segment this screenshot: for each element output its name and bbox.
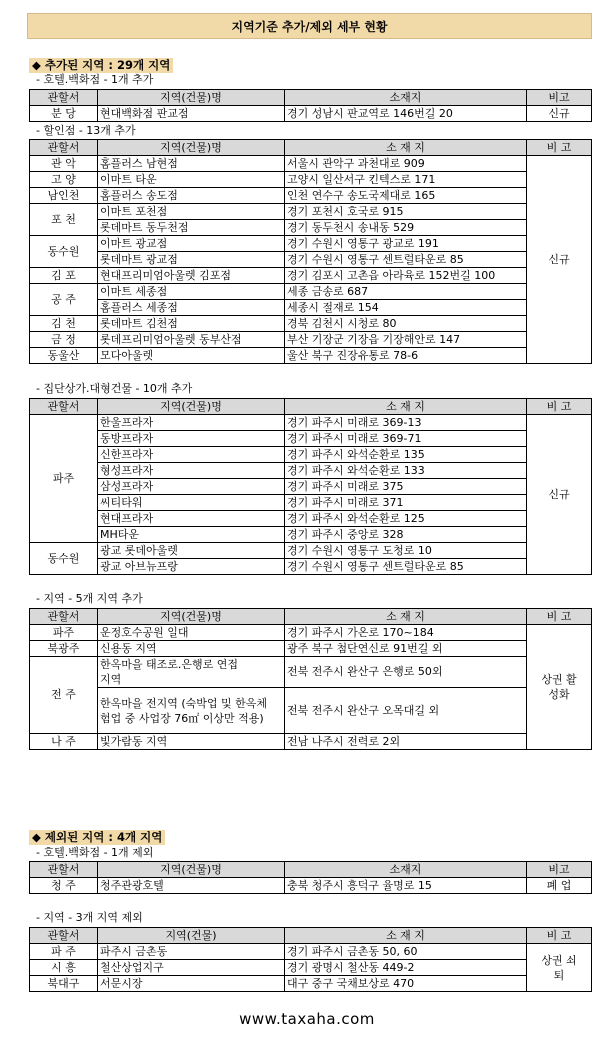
name-cell: 롯데마트 광교점 bbox=[98, 252, 285, 268]
address-cell: 경기 파주시 미래로 369-71 bbox=[285, 431, 527, 447]
name-cell: 빛가람동 지역 bbox=[98, 734, 285, 750]
table-row bbox=[30, 479, 592, 495]
name-cell: 형성프라자 bbox=[98, 463, 285, 479]
note-cell: 폐 업 bbox=[527, 878, 592, 894]
excluded-region-table bbox=[29, 927, 592, 992]
table-row bbox=[30, 734, 592, 750]
table-header-row bbox=[30, 140, 592, 156]
name-cell: 광교 롯데아울렛 bbox=[98, 543, 285, 559]
table-row bbox=[30, 511, 592, 527]
name-cell: 홈플러스 남현점 bbox=[98, 156, 285, 172]
added-complex-label: - 집단상가.대형건물 - 10개 추가 bbox=[36, 382, 193, 395]
added-discount-table bbox=[29, 139, 592, 364]
office-cell: 파 주 bbox=[30, 944, 98, 960]
name-cell: 롯데마트 동두천점 bbox=[98, 220, 285, 236]
name-cell: 이마트 포천점 bbox=[98, 204, 285, 220]
table-row bbox=[30, 527, 592, 543]
office-cell: 북광주 bbox=[30, 641, 98, 657]
table-row bbox=[30, 625, 592, 641]
name-cell: 홈플러스 세종점 bbox=[98, 300, 285, 316]
table-row bbox=[30, 976, 592, 992]
name-cell: 씨티타워 bbox=[98, 495, 285, 511]
excluded-hotel-table bbox=[29, 861, 592, 894]
col-address: 소 재 지 bbox=[285, 609, 527, 625]
table-row bbox=[30, 431, 592, 447]
table-row bbox=[30, 284, 592, 300]
name-cell: 운정호수공원 일대 bbox=[98, 625, 285, 641]
note-cell: 신규 bbox=[527, 415, 592, 575]
added-complex-table bbox=[29, 398, 592, 575]
office-cell: 고 양 bbox=[30, 172, 98, 188]
name-cell: 청주관광호텔 bbox=[98, 878, 285, 894]
table-row bbox=[30, 156, 592, 172]
address-cell: 경기 수원시 영통구 도청로 10 bbox=[285, 543, 527, 559]
col-name: 지역(건물)명 bbox=[98, 399, 285, 415]
office-cell: 포 천 bbox=[30, 204, 98, 236]
col-name: 지역(건물)명 bbox=[98, 140, 285, 156]
note-cell: 상권 활성화 bbox=[527, 625, 592, 750]
table-row bbox=[30, 348, 592, 364]
note-cell: 신규 bbox=[527, 156, 592, 364]
address-cell: 서울시 관악구 과천대로 909 bbox=[285, 156, 527, 172]
address-cell: 경기 파주시 미래로 369-13 bbox=[285, 415, 527, 431]
table-row bbox=[30, 332, 592, 348]
excluded-heading: ◆ 제외된 지역 : 4개 지역 bbox=[29, 830, 165, 845]
excluded-region-label: - 지역 - 3개 지역 제외 bbox=[36, 911, 143, 924]
col-address: 소재지 bbox=[285, 862, 527, 878]
address-cell: 경기 파주시 미래로 375 bbox=[285, 479, 527, 495]
table-header-row bbox=[30, 928, 592, 944]
address-cell: 경기 광명시 철산동 449-2 bbox=[285, 960, 527, 976]
address-cell: 경기 파주시 중앙로 328 bbox=[285, 527, 527, 543]
name-cell: 현대백화점 판교점 bbox=[98, 106, 285, 122]
office-cell: 파주 bbox=[30, 625, 98, 641]
name-cell: 삼성프라자 bbox=[98, 479, 285, 495]
added-hotel-label: - 호텔.백화점 - 1개 추가 bbox=[36, 73, 154, 86]
col-name: 지역(건물)명 bbox=[98, 862, 285, 878]
office-cell: 동울산 bbox=[30, 348, 98, 364]
table-row bbox=[30, 316, 592, 332]
office-cell: 관 악 bbox=[30, 156, 98, 172]
office-cell: 나 주 bbox=[30, 734, 98, 750]
col-note: 비 고 bbox=[527, 928, 592, 944]
table-row bbox=[30, 559, 592, 575]
added-discount-label: - 할인점 - 13개 추가 bbox=[36, 124, 136, 137]
address-cell: 세종시 절재로 154 bbox=[285, 300, 527, 316]
address-cell: 경기 파주시 금촌동 50, 60 bbox=[285, 944, 527, 960]
office-cell: 김 포 bbox=[30, 268, 98, 284]
table-row bbox=[30, 106, 592, 122]
address-cell: 경기 파주시 가온로 170~184 bbox=[285, 625, 527, 641]
table-row bbox=[30, 447, 592, 463]
table-row bbox=[30, 268, 592, 284]
name-cell: MH타운 bbox=[98, 527, 285, 543]
table-row bbox=[30, 300, 592, 316]
table-header-row bbox=[30, 609, 592, 625]
table-row bbox=[30, 252, 592, 268]
note-cell: 신규 bbox=[527, 106, 592, 122]
name-cell: 한옥마을 전지역 (숙박업 및 한옥체험업 중 사업장 76㎡ 이상만 적용) bbox=[98, 688, 285, 734]
table-row bbox=[30, 188, 592, 204]
col-note: 비 고 bbox=[527, 140, 592, 156]
address-cell: 울산 북구 진장유통로 78-6 bbox=[285, 348, 527, 364]
table-row bbox=[30, 543, 592, 559]
col-note: 비 고 bbox=[527, 609, 592, 625]
office-cell: 전 주 bbox=[30, 657, 98, 734]
name-cell: 한울프라자 bbox=[98, 415, 285, 431]
table-row bbox=[30, 236, 592, 252]
added-hotel-table bbox=[29, 89, 592, 122]
table-row bbox=[30, 495, 592, 511]
name-cell: 현대프라자 bbox=[98, 511, 285, 527]
name-cell: 신용동 지역 bbox=[98, 641, 285, 657]
col-office: 관할서 bbox=[30, 928, 98, 944]
footer-url: www.taxaha.com bbox=[239, 1010, 375, 1028]
col-address: 소 재 지 bbox=[285, 399, 527, 415]
name-cell: 신한프라자 bbox=[98, 447, 285, 463]
address-cell: 광주 북구 첨단연신로 91번길 외 bbox=[285, 641, 527, 657]
table-row bbox=[30, 641, 592, 657]
address-cell: 인천 연수구 송도국제대로 165 bbox=[285, 188, 527, 204]
address-cell: 경기 수원시 영통구 센트럴타운로 85 bbox=[285, 252, 527, 268]
address-cell: 경기 성남시 판교역로 146번길 20 bbox=[285, 106, 527, 122]
office-cell: 동수원 bbox=[30, 543, 98, 575]
office-cell: 시 흥 bbox=[30, 960, 98, 976]
table-row bbox=[30, 688, 592, 734]
added-heading: ◆ 추가된 지역 : 29개 지역 bbox=[29, 58, 173, 73]
table-row bbox=[30, 878, 592, 894]
office-cell: 청 주 bbox=[30, 878, 98, 894]
name-cell: 롯데마트 김천점 bbox=[98, 316, 285, 332]
table-header-row bbox=[30, 862, 592, 878]
address-cell: 충북 청주시 흥덕구 율명로 15 bbox=[285, 878, 527, 894]
address-cell: 경기 수원시 영통구 광교로 191 bbox=[285, 236, 527, 252]
name-cell: 서문시장 bbox=[98, 976, 285, 992]
col-note: 비고 bbox=[527, 862, 592, 878]
note-cell: 상권 쇠퇴 bbox=[527, 944, 592, 992]
col-name: 지역(건물) bbox=[98, 928, 285, 944]
office-cell: 북대구 bbox=[30, 976, 98, 992]
office-cell: 남인천 bbox=[30, 188, 98, 204]
office-cell: 분 당 bbox=[30, 106, 98, 122]
address-cell: 경기 파주시 와석순환로 125 bbox=[285, 511, 527, 527]
name-cell: 철산상업지구 bbox=[98, 960, 285, 976]
col-office: 관할서 bbox=[30, 609, 98, 625]
table-row bbox=[30, 172, 592, 188]
added-region-label: - 지역 - 5개 지역 추가 bbox=[36, 592, 143, 605]
name-cell: 동방프라자 bbox=[98, 431, 285, 447]
office-cell: 김 천 bbox=[30, 316, 98, 332]
col-name: 지역(건물)명 bbox=[98, 609, 285, 625]
col-office: 관할서 bbox=[30, 399, 98, 415]
table-row bbox=[30, 204, 592, 220]
table-header-row bbox=[30, 399, 592, 415]
table-row bbox=[30, 657, 592, 688]
col-note: 비 고 bbox=[527, 399, 592, 415]
table-row bbox=[30, 415, 592, 431]
name-cell: 파주시 금촌동 bbox=[98, 944, 285, 960]
address-cell: 전남 나주시 전력로 2외 bbox=[285, 734, 527, 750]
address-cell: 경기 김포시 고촌읍 아라육로 152번길 100 bbox=[285, 268, 527, 284]
name-cell: 한옥마을 태조로.은행로 연접지역 bbox=[98, 657, 285, 688]
address-cell: 전북 전주시 완산구 오목대길 외 bbox=[285, 688, 527, 734]
table-row bbox=[30, 960, 592, 976]
address-cell: 경북 김천시 시청로 80 bbox=[285, 316, 527, 332]
page-title: 지역기준 추가/제외 세부 현황 bbox=[27, 13, 592, 39]
table-row bbox=[30, 220, 592, 236]
col-name: 지역(건물)명 bbox=[98, 90, 285, 106]
col-address: 소재지 bbox=[285, 90, 527, 106]
address-cell: 경기 동두천시 송내동 529 bbox=[285, 220, 527, 236]
table-row bbox=[30, 463, 592, 479]
address-cell: 경기 수원시 영통구 센트럴타운로 85 bbox=[285, 559, 527, 575]
address-cell: 고양시 일산서구 킨텍스로 171 bbox=[285, 172, 527, 188]
col-address: 소 재 지 bbox=[285, 140, 527, 156]
address-cell: 경기 파주시 와석순환로 135 bbox=[285, 447, 527, 463]
address-cell: 세종 금송로 687 bbox=[285, 284, 527, 300]
office-cell: 금 정 bbox=[30, 332, 98, 348]
name-cell: 이마트 세종점 bbox=[98, 284, 285, 300]
address-cell: 경기 파주시 미래로 371 bbox=[285, 495, 527, 511]
col-office: 관할서 bbox=[30, 140, 98, 156]
table-row bbox=[30, 944, 592, 960]
name-cell: 롯데프리미엄아울렛 동부산점 bbox=[98, 332, 285, 348]
name-cell: 현대프리미엄아울렛 김포점 bbox=[98, 268, 285, 284]
name-cell: 이마트 타운 bbox=[98, 172, 285, 188]
address-cell: 경기 포천시 호국로 915 bbox=[285, 204, 527, 220]
col-address: 소 재 지 bbox=[285, 928, 527, 944]
table-header-row bbox=[30, 90, 592, 106]
address-cell: 대구 중구 국채보상로 470 bbox=[285, 976, 527, 992]
office-cell: 동수원 bbox=[30, 236, 98, 268]
col-office: 관할서 bbox=[30, 90, 98, 106]
office-cell: 공 주 bbox=[30, 284, 98, 316]
address-cell: 부산 기장군 기장읍 기장해안로 147 bbox=[285, 332, 527, 348]
name-cell: 이마트 광교점 bbox=[98, 236, 285, 252]
excluded-hotel-label: - 호텔.백화점 - 1개 제외 bbox=[36, 846, 154, 859]
name-cell: 광교 아브뉴프랑 bbox=[98, 559, 285, 575]
col-note: 비고 bbox=[527, 90, 592, 106]
col-office: 관할서 bbox=[30, 862, 98, 878]
name-cell: 홈플러스 송도점 bbox=[98, 188, 285, 204]
office-cell: 파주 bbox=[30, 415, 98, 543]
name-cell: 모다아울렛 bbox=[98, 348, 285, 364]
address-cell: 전북 전주시 완산구 은행로 50외 bbox=[285, 657, 527, 688]
added-region-table bbox=[29, 608, 592, 750]
address-cell: 경기 파주시 와석순환로 133 bbox=[285, 463, 527, 479]
